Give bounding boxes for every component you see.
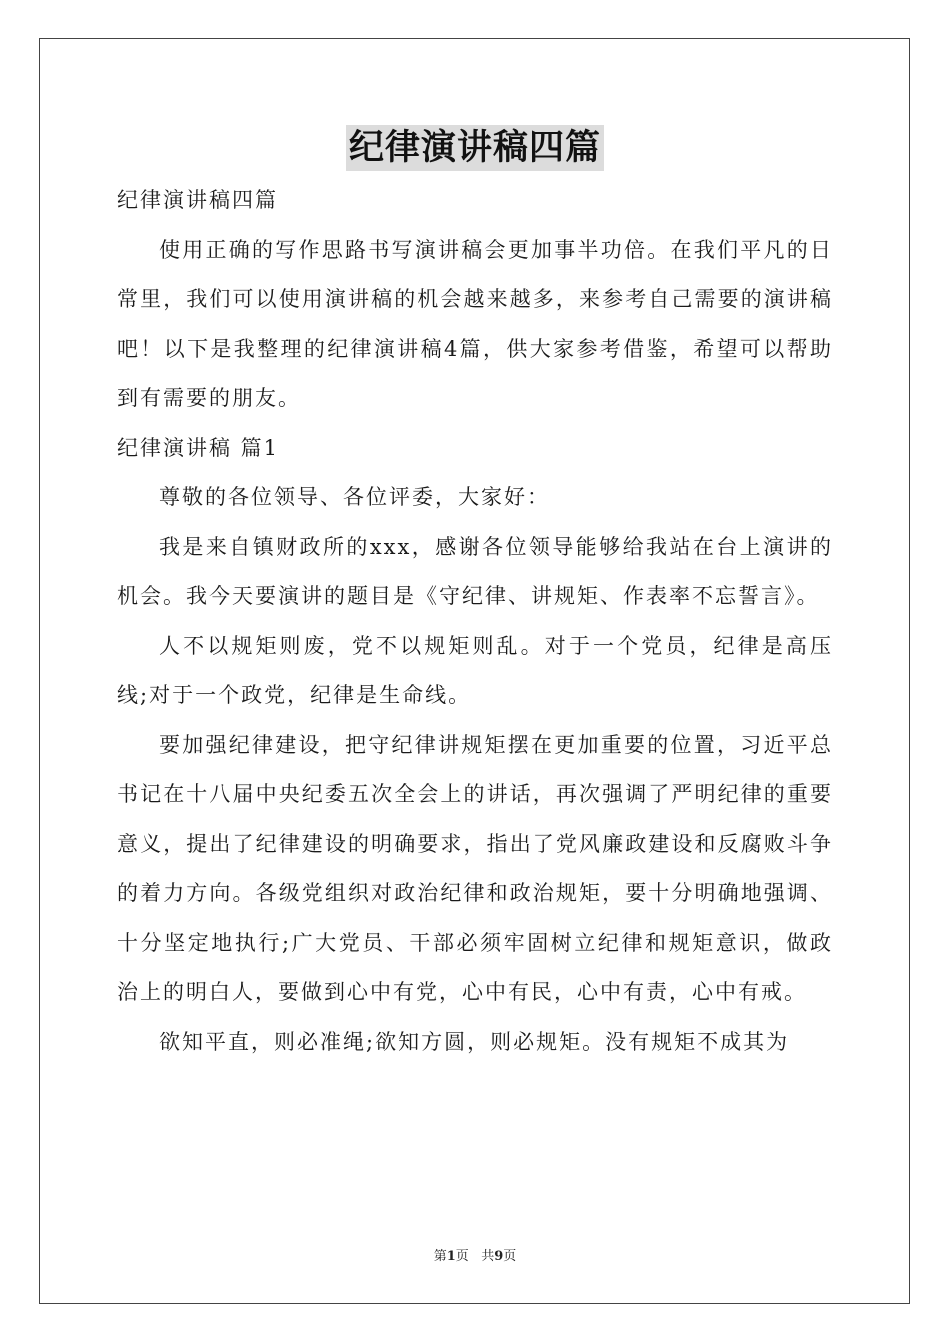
total-pages-prefix: 共 — [481, 1249, 495, 1264]
paragraph-list — [117, 226, 833, 1068]
body-paragraph: 欲知平直，则必准绳;欲知方圆，则必规矩。没有规矩不成其为 — [159, 1029, 790, 1054]
section-heading: 纪律演讲稿 篇1 — [117, 435, 280, 460]
page-number-prefix: 第 — [433, 1249, 447, 1264]
title-container — [0, 125, 950, 171]
total-page-count: 9 — [494, 1249, 504, 1264]
current-page-number: 1 — [446, 1249, 456, 1264]
body-paragraph: 我是来自镇财政所的xxx，感谢各位领导能够给我站在台上演讲的机会。我今天要演讲的题目是《守纪律、讲规矩、作表率不忘誓言》。 — [117, 534, 833, 608]
page-footer — [0, 1245, 950, 1264]
body-paragraph: 尊敬的各位领导、各位评委，大家好： — [159, 485, 550, 509]
document-title: 纪律演讲稿四篇 — [346, 125, 604, 171]
page-number-suffix: 页 — [455, 1249, 469, 1264]
body-paragraph: 要加强纪律建设，把守纪律讲规矩摆在更加重要的位置，习近平总书记在十八届中央纪委五次全会上的讲话，再次强调了严明纪律的重要意义，提出了纪律建设的明确要求，指出了党风廉政建设和反腐败斗争的着力方向。各级党组织对政治纪律和政治规矩，要十分明确地强调、十分坚定地执行;广大党员、干部必须牢固树立纪律和规矩意识，做政治上的明白人，要做到心中有党，心中有民，心中有责，心中有戒。 — [117, 732, 833, 1004]
body-paragraph: 使用正确的写作思路书写演讲稿会更加事半功倍。在我们平凡的日常里，我们可以使用演讲稿的机会越来越多，来参考自己需要的演讲稿吧！以下是我整理的纪律演讲稿4篇，供大家参考借鉴，希望可以帮助到有需要的朋友。 — [117, 237, 833, 410]
document-body — [117, 176, 833, 1067]
total-pages-suffix: 页 — [503, 1249, 517, 1264]
body-paragraph: 人不以规矩则废，党不以规矩则乱。对于一个党员，纪律是高压线;对于一个政党，纪律是生命线。 — [117, 633, 833, 707]
document-subtitle: 纪律演讲稿四篇 — [117, 188, 278, 212]
